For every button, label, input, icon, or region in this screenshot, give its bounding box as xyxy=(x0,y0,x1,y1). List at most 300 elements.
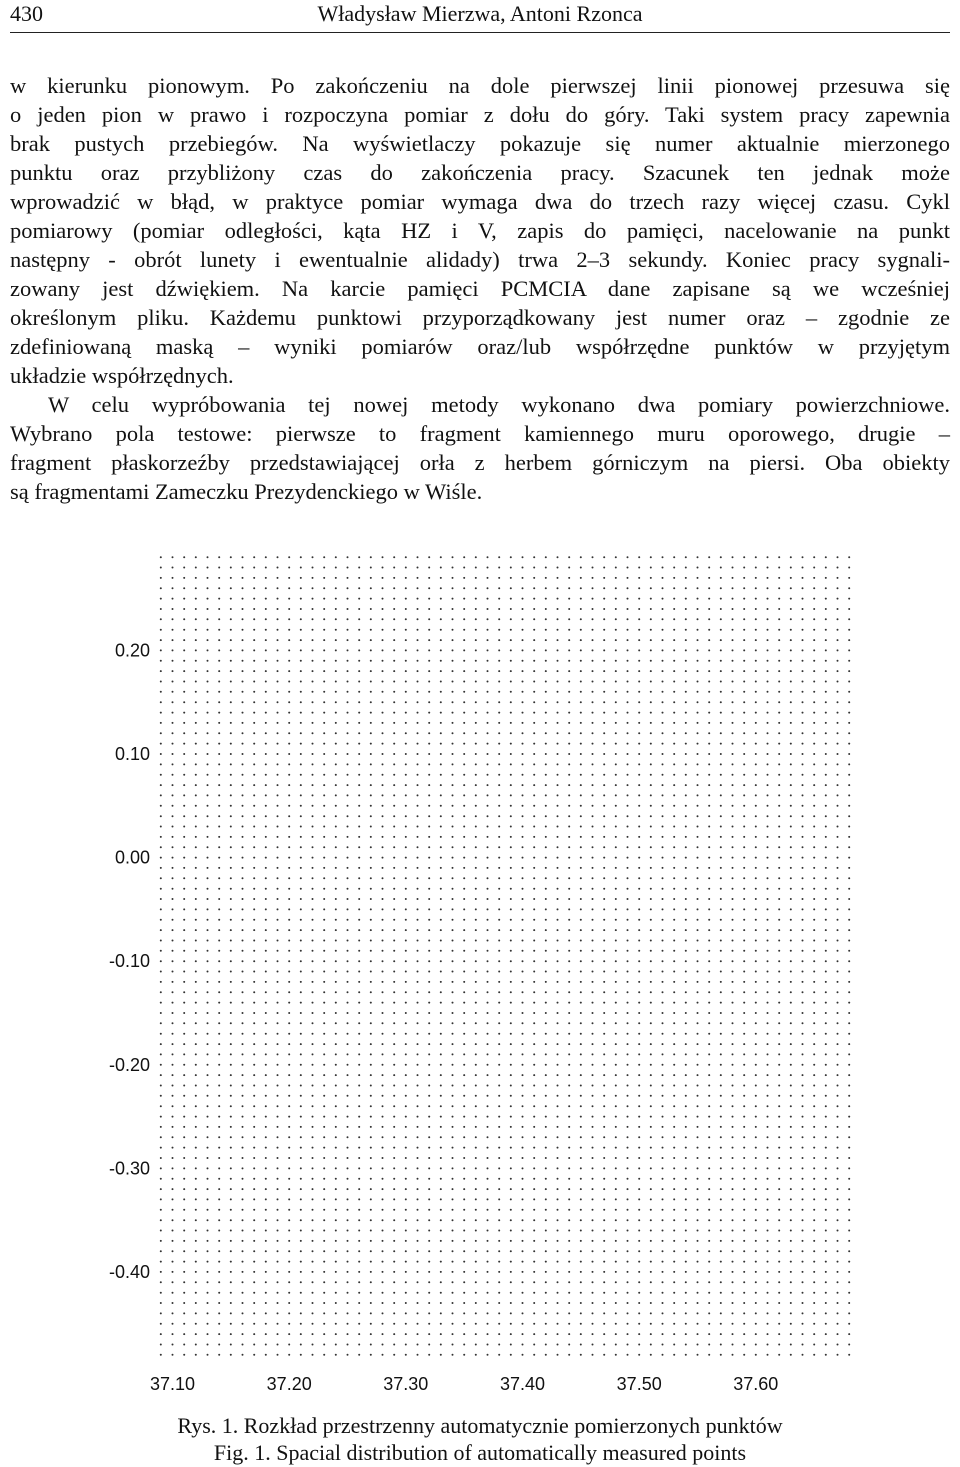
data-point xyxy=(312,919,314,921)
data-point xyxy=(568,826,570,828)
data-point xyxy=(160,556,162,558)
data-point xyxy=(697,1354,699,1356)
data-point xyxy=(522,556,524,558)
data-point xyxy=(697,815,699,817)
data-point xyxy=(580,1002,582,1004)
data-point xyxy=(183,794,185,796)
data-point xyxy=(253,919,255,921)
data-point xyxy=(300,857,302,859)
data-point xyxy=(662,774,664,776)
data-point xyxy=(475,805,477,807)
data-point xyxy=(335,681,337,683)
data-point xyxy=(382,587,384,589)
data-point xyxy=(708,1312,710,1314)
data-point xyxy=(813,1064,815,1066)
data-point xyxy=(242,805,244,807)
data-point xyxy=(533,1271,535,1273)
data-point xyxy=(557,1022,559,1024)
data-point xyxy=(300,1064,302,1066)
data-point xyxy=(475,940,477,942)
data-point xyxy=(265,857,267,859)
data-point xyxy=(195,1085,197,1087)
data-point xyxy=(603,1312,605,1314)
data-point xyxy=(440,1198,442,1200)
data-point xyxy=(778,1012,780,1014)
data-point xyxy=(498,1022,500,1024)
data-point xyxy=(195,701,197,703)
data-point xyxy=(837,908,839,910)
data-point xyxy=(487,1302,489,1304)
data-point xyxy=(638,857,640,859)
data-point xyxy=(218,1198,220,1200)
data-point xyxy=(673,1333,675,1335)
data-point xyxy=(533,1095,535,1097)
data-point xyxy=(568,1095,570,1097)
data-point xyxy=(627,1157,629,1159)
data-point xyxy=(160,587,162,589)
data-point xyxy=(638,1064,640,1066)
data-point xyxy=(452,1126,454,1128)
data-point xyxy=(767,1230,769,1232)
data-point xyxy=(592,1209,594,1211)
data-point xyxy=(195,1292,197,1294)
data-point xyxy=(522,1147,524,1149)
data-point xyxy=(183,1240,185,1242)
data-point xyxy=(522,774,524,776)
data-point xyxy=(615,1230,617,1232)
data-point xyxy=(218,763,220,765)
data-point xyxy=(312,1240,314,1242)
data-point xyxy=(720,836,722,838)
data-point xyxy=(825,701,827,703)
data-point xyxy=(300,1043,302,1045)
data-point xyxy=(218,1281,220,1283)
data-point xyxy=(160,888,162,890)
data-point xyxy=(207,1053,209,1055)
data-point xyxy=(440,1116,442,1118)
data-point xyxy=(300,991,302,993)
data-point xyxy=(428,732,430,734)
data-point xyxy=(265,732,267,734)
data-point xyxy=(825,1230,827,1232)
data-point xyxy=(172,639,174,641)
data-point xyxy=(568,618,570,620)
data-point xyxy=(592,1312,594,1314)
data-point xyxy=(697,1250,699,1252)
data-point xyxy=(592,1188,594,1190)
data-point xyxy=(522,1136,524,1138)
data-point xyxy=(195,1250,197,1252)
data-point xyxy=(592,1230,594,1232)
data-point xyxy=(790,1198,792,1200)
data-point xyxy=(440,1147,442,1149)
data-point xyxy=(312,1271,314,1273)
data-point xyxy=(638,1012,640,1014)
data-point xyxy=(195,888,197,890)
data-point xyxy=(498,1344,500,1346)
data-point xyxy=(370,1074,372,1076)
data-point xyxy=(382,1323,384,1325)
data-point xyxy=(428,681,430,683)
data-point xyxy=(358,556,360,558)
data-point xyxy=(288,1281,290,1283)
data-point xyxy=(708,898,710,900)
data-point xyxy=(650,1230,652,1232)
data-point xyxy=(837,1188,839,1190)
data-point xyxy=(638,1198,640,1200)
data-point xyxy=(743,846,745,848)
data-point xyxy=(417,556,419,558)
data-point xyxy=(720,929,722,931)
data-point xyxy=(615,598,617,600)
data-point xyxy=(802,556,804,558)
data-point xyxy=(802,815,804,817)
data-point xyxy=(323,670,325,672)
data-point xyxy=(767,1354,769,1356)
data-point xyxy=(487,971,489,973)
data-point xyxy=(778,1043,780,1045)
data-point xyxy=(557,1116,559,1118)
data-point xyxy=(405,567,407,569)
data-point xyxy=(720,701,722,703)
data-point xyxy=(172,1333,174,1335)
data-point xyxy=(382,1230,384,1232)
data-point xyxy=(393,1188,395,1190)
data-point xyxy=(638,1271,640,1273)
data-point xyxy=(393,991,395,993)
data-point xyxy=(335,908,337,910)
data-point xyxy=(218,670,220,672)
data-point xyxy=(848,826,850,828)
data-point xyxy=(685,1095,687,1097)
data-point xyxy=(277,732,279,734)
data-point xyxy=(335,991,337,993)
data-point xyxy=(277,1344,279,1346)
data-point xyxy=(207,950,209,952)
data-point xyxy=(405,774,407,776)
data-point xyxy=(160,649,162,651)
data-point xyxy=(708,670,710,672)
data-point xyxy=(347,1354,349,1356)
data-point xyxy=(218,681,220,683)
data-point xyxy=(837,971,839,973)
data-point xyxy=(743,888,745,890)
data-point xyxy=(312,567,314,569)
body-line: fragment płaskorzeźby przedstawiającej orła z herbem górniczym na piersi. Oba obiekty xyxy=(10,450,950,475)
data-point xyxy=(510,1250,512,1252)
data-point xyxy=(790,1292,792,1294)
data-point xyxy=(510,940,512,942)
data-point xyxy=(778,598,780,600)
data-point xyxy=(802,1209,804,1211)
data-point xyxy=(277,722,279,724)
data-point xyxy=(265,1105,267,1107)
data-point xyxy=(242,691,244,693)
data-point xyxy=(545,1344,547,1346)
data-point xyxy=(288,1323,290,1325)
data-point xyxy=(697,629,699,631)
data-point xyxy=(265,743,267,745)
data-point xyxy=(393,1312,395,1314)
data-point xyxy=(428,1178,430,1180)
data-point xyxy=(767,929,769,931)
data-point xyxy=(323,805,325,807)
data-point xyxy=(487,908,489,910)
data-point xyxy=(277,1053,279,1055)
data-point xyxy=(615,919,617,921)
data-point xyxy=(475,1198,477,1200)
data-point xyxy=(265,1209,267,1211)
data-point xyxy=(335,567,337,569)
data-point xyxy=(638,888,640,890)
data-point xyxy=(568,898,570,900)
data-point xyxy=(732,919,734,921)
data-point xyxy=(428,836,430,838)
data-point xyxy=(545,639,547,641)
data-point xyxy=(732,950,734,952)
data-point xyxy=(498,898,500,900)
data-point xyxy=(767,888,769,890)
data-point xyxy=(650,1002,652,1004)
data-point xyxy=(510,1126,512,1128)
data-point xyxy=(743,877,745,879)
data-point xyxy=(347,691,349,693)
data-point xyxy=(265,1271,267,1273)
data-point xyxy=(627,1147,629,1149)
data-point xyxy=(370,950,372,952)
data-point xyxy=(300,1261,302,1263)
data-point xyxy=(592,960,594,962)
data-point xyxy=(253,940,255,942)
data-point xyxy=(183,877,185,879)
data-point xyxy=(662,712,664,714)
data-point xyxy=(522,836,524,838)
data-point xyxy=(405,846,407,848)
data-point xyxy=(335,1292,337,1294)
data-point xyxy=(848,888,850,890)
data-point xyxy=(697,1333,699,1335)
data-point xyxy=(755,1053,757,1055)
data-point xyxy=(428,826,430,828)
data-point xyxy=(802,794,804,796)
data-point xyxy=(195,1178,197,1180)
data-point xyxy=(242,1012,244,1014)
data-point xyxy=(825,577,827,579)
data-point xyxy=(382,1095,384,1097)
data-point xyxy=(697,1167,699,1169)
data-point xyxy=(218,1105,220,1107)
data-point xyxy=(475,1033,477,1035)
data-point xyxy=(230,898,232,900)
data-point xyxy=(825,774,827,776)
data-point xyxy=(813,598,815,600)
data-point xyxy=(475,971,477,973)
data-point xyxy=(802,857,804,859)
data-point xyxy=(802,826,804,828)
data-point xyxy=(172,556,174,558)
data-point xyxy=(743,1271,745,1273)
data-point xyxy=(557,1271,559,1273)
data-point xyxy=(813,629,815,631)
data-point xyxy=(650,1292,652,1294)
data-point xyxy=(802,981,804,983)
data-point xyxy=(347,1136,349,1138)
data-point xyxy=(708,712,710,714)
data-point xyxy=(697,1012,699,1014)
data-point xyxy=(545,877,547,879)
data-point xyxy=(428,1312,430,1314)
data-point xyxy=(627,857,629,859)
data-point xyxy=(813,556,815,558)
data-point xyxy=(708,774,710,776)
data-point xyxy=(650,1333,652,1335)
data-point xyxy=(195,929,197,931)
data-point xyxy=(160,1261,162,1263)
data-point xyxy=(755,1250,757,1252)
data-point xyxy=(697,836,699,838)
data-point xyxy=(743,681,745,683)
data-point xyxy=(417,618,419,620)
data-point xyxy=(848,877,850,879)
data-point xyxy=(545,1323,547,1325)
data-point xyxy=(813,681,815,683)
data-point xyxy=(638,1085,640,1087)
data-point xyxy=(580,1126,582,1128)
data-point xyxy=(767,981,769,983)
data-point xyxy=(242,1281,244,1283)
data-point xyxy=(533,608,535,610)
data-point xyxy=(755,826,757,828)
data-point xyxy=(638,1074,640,1076)
data-point xyxy=(522,898,524,900)
data-point xyxy=(405,1198,407,1200)
data-point xyxy=(615,1085,617,1087)
data-point xyxy=(650,1198,652,1200)
data-point xyxy=(790,618,792,620)
data-point xyxy=(802,1064,804,1066)
data-point xyxy=(382,1022,384,1024)
data-point xyxy=(755,1209,757,1211)
data-point xyxy=(288,877,290,879)
data-point xyxy=(347,1292,349,1294)
data-point xyxy=(685,1002,687,1004)
data-point xyxy=(312,1157,314,1159)
data-point xyxy=(498,940,500,942)
data-point xyxy=(743,712,745,714)
data-point xyxy=(475,1043,477,1045)
data-point xyxy=(207,1064,209,1066)
data-point xyxy=(568,1085,570,1087)
data-point xyxy=(405,1136,407,1138)
data-point xyxy=(697,1344,699,1346)
data-point xyxy=(160,660,162,662)
data-point xyxy=(312,929,314,931)
data-point xyxy=(475,1002,477,1004)
data-point xyxy=(428,1095,430,1097)
data-point xyxy=(288,649,290,651)
data-point xyxy=(650,639,652,641)
data-point xyxy=(592,805,594,807)
data-point xyxy=(580,1292,582,1294)
data-point xyxy=(697,805,699,807)
data-point xyxy=(487,1095,489,1097)
data-point xyxy=(335,753,337,755)
data-point xyxy=(172,1147,174,1149)
data-point xyxy=(662,1064,664,1066)
data-point xyxy=(708,1157,710,1159)
data-point xyxy=(650,1085,652,1087)
data-point xyxy=(288,1064,290,1066)
data-point xyxy=(592,940,594,942)
data-point xyxy=(347,1219,349,1221)
data-point xyxy=(813,1230,815,1232)
data-point xyxy=(615,743,617,745)
data-point xyxy=(440,1261,442,1263)
data-point xyxy=(557,981,559,983)
data-point xyxy=(440,1136,442,1138)
data-point xyxy=(790,857,792,859)
data-point xyxy=(265,950,267,952)
data-point xyxy=(732,649,734,651)
data-point xyxy=(183,743,185,745)
data-point xyxy=(510,701,512,703)
data-point xyxy=(522,1012,524,1014)
data-point xyxy=(207,857,209,859)
data-point xyxy=(638,929,640,931)
data-point xyxy=(452,857,454,859)
data-point xyxy=(708,950,710,952)
data-point xyxy=(288,1095,290,1097)
data-point xyxy=(732,1074,734,1076)
data-point xyxy=(720,577,722,579)
data-point xyxy=(358,732,360,734)
data-point xyxy=(358,877,360,879)
data-point xyxy=(790,929,792,931)
data-point xyxy=(638,919,640,921)
data-point xyxy=(708,1188,710,1190)
data-point xyxy=(685,1157,687,1159)
data-point xyxy=(207,1116,209,1118)
data-point xyxy=(207,877,209,879)
data-point xyxy=(452,991,454,993)
data-point xyxy=(732,1344,734,1346)
data-point xyxy=(358,1095,360,1097)
data-point xyxy=(533,743,535,745)
data-point xyxy=(615,1312,617,1314)
data-point xyxy=(440,774,442,776)
data-point xyxy=(312,1292,314,1294)
data-point xyxy=(813,1012,815,1014)
data-point xyxy=(323,1323,325,1325)
data-point xyxy=(568,1136,570,1138)
data-point xyxy=(802,691,804,693)
data-point xyxy=(428,670,430,672)
data-point xyxy=(650,826,652,828)
data-point xyxy=(300,805,302,807)
data-point xyxy=(627,701,629,703)
data-point xyxy=(452,639,454,641)
data-point xyxy=(230,1292,232,1294)
data-point xyxy=(452,649,454,651)
data-point xyxy=(778,753,780,755)
data-point xyxy=(545,971,547,973)
data-point xyxy=(545,794,547,796)
data-point xyxy=(778,950,780,952)
data-point xyxy=(825,929,827,931)
data-point xyxy=(382,960,384,962)
data-point xyxy=(172,743,174,745)
data-point xyxy=(335,608,337,610)
